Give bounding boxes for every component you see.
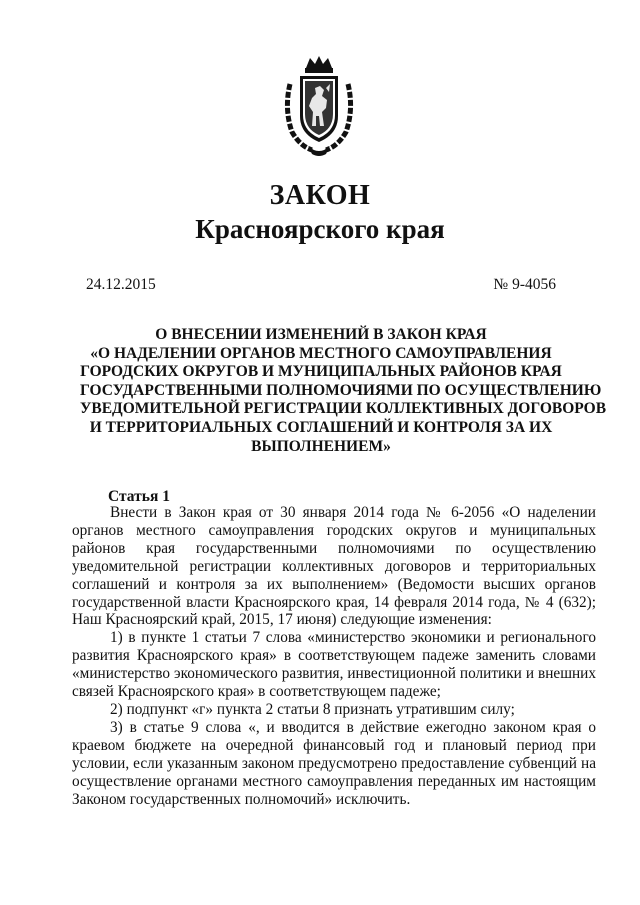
heading-line: ВЫПОЛНЕНИЕМ» xyxy=(251,437,391,455)
document-type-title: ЗАКОН xyxy=(269,180,371,211)
law-date: 24.12.2015 xyxy=(86,276,156,293)
heading-line: О ВНЕСЕНИИ ИЗМЕНЕНИЙ В ЗАКОН КРАЯ xyxy=(155,326,487,343)
heading-line: И ТЕРРИТОРИАЛЬНЫХ СОГЛАШЕНИЙ И КОНТРОЛЯ ЗА ИХ xyxy=(89,418,553,436)
article-item-2: 2) подпункт «г» пункта 2 статьи 8 признать утратившим силу; xyxy=(110,700,515,718)
heading-line: ГОСУДАРСТВЕННЫМИ ПОЛНОМОЧИЯМИ ПО ОСУЩЕСТВЛЕНИЮ xyxy=(80,381,602,399)
article-title: Статья 1 xyxy=(108,488,170,505)
law-number: № 9-4056 xyxy=(493,276,556,293)
article-item-1: 1) в пункте 1 статьи 7 слова «министерство экономики и регионального развития Красноярского края» в соответствующем падеже заменить словами «министерство экономического развития, инвестиционной политики и внешних связей Красноярского края» в соответствующем падеже; xyxy=(72,629,596,701)
coat-of-arms-icon xyxy=(282,54,356,158)
article-intro: Внести в Закон края от 30 января 2014 года № 6-2056 «О наделении органов местного самоуправления городских округов и муниципальных районов края государственными полномочиями по осуществлению уведомительной регистрации коллективных договоров и территориальных соглашений и контроля за их выполнением» (Ведомости высших органов государственной власти Красноярского края, 14 февраля 2014 года, № 4 (632); Наш Красноярский край, 2015, 17 июня) следующие изменения: xyxy=(72,504,596,629)
article-item-3: 3) в статье 9 слова «, и вводится в действие ежегодно законом края о краевом бюджете на очередной финансовый год и плановый период при условии, если указанным законом предусмотрено предоставление субвенций на осуществление органами местного самоуправления переданных им настоящим Законом государственных полномочий» исключить. xyxy=(72,718,596,808)
law-heading xyxy=(80,326,607,456)
heading-line: УВЕДОМИТЕЛЬНОЙ РЕГИСТРАЦИИ КОЛЛЕКТИВНЫХ ДОГОВОРОВ xyxy=(80,400,607,418)
heading-line: ГОРОДСКИХ ОКРУГОВ И МУНИЦИПАЛЬНЫХ РАЙОНОВ КРАЯ xyxy=(80,363,562,381)
issuer-subtitle: Красноярского края xyxy=(195,214,445,244)
heading-line: «О НАДЕЛЕНИИ ОРГАНОВ МЕСТНОГО САМОУПРАВЛЕНИЯ xyxy=(90,344,552,362)
article-body xyxy=(72,504,596,808)
